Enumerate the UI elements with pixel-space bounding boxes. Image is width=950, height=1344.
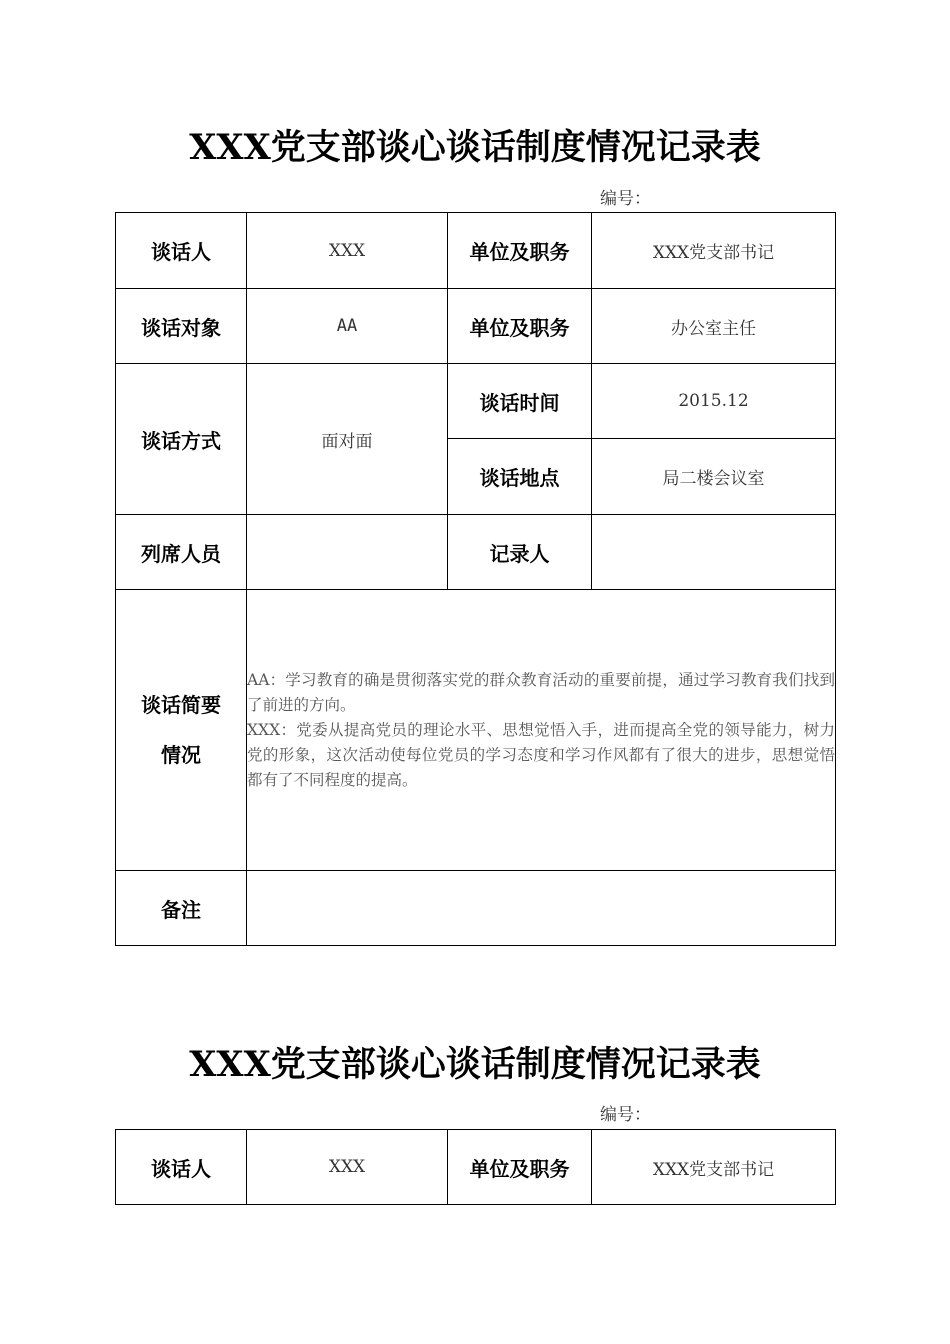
- summary-value: [247, 590, 836, 871]
- summary-label: [116, 590, 247, 871]
- target-unit-label: 单位及职务: [448, 289, 592, 364]
- table-row: [116, 1130, 836, 1205]
- talker-unit-label: 单位及职务: [448, 1130, 592, 1205]
- serial-number-label: 编号：: [600, 1105, 651, 1125]
- record-table: [115, 212, 836, 946]
- talker-value: XXX: [247, 213, 448, 289]
- table-row: [116, 515, 836, 590]
- record-table: [115, 1129, 836, 1205]
- method-value: 面对面: [247, 364, 448, 515]
- talker-unit-value: XXX党支部书记: [592, 1130, 836, 1205]
- talker-label: 谈话人: [116, 213, 247, 289]
- method-label: 谈话方式: [116, 364, 247, 515]
- attendees-value: [247, 515, 448, 590]
- summary-paragraph: AA：学习教育的确是贯彻落实党的群众教育活动的重要前提，通过学习教育我们找到了前进的方向。: [247, 670, 835, 714]
- talker-label: 谈话人: [116, 1130, 247, 1205]
- form-title: XXX党支部谈心谈话制度情况记录表: [189, 127, 761, 168]
- summary-label-line1: 谈话简要: [141, 693, 221, 717]
- form-title: XXX党支部谈心谈话制度情况记录表: [189, 1044, 761, 1085]
- place-label: 谈话地点: [448, 439, 592, 515]
- table-row: [116, 213, 836, 289]
- target-value: AA: [247, 289, 448, 364]
- target-unit-value: 办公室主任: [592, 289, 836, 364]
- table-row: [116, 871, 836, 946]
- remarks-value: [247, 871, 836, 946]
- recorder-label: 记录人: [448, 515, 592, 590]
- time-value: 2015.12: [592, 364, 836, 439]
- table-row: [116, 590, 836, 871]
- target-label: 谈话对象: [116, 289, 247, 364]
- talker-unit-label: 单位及职务: [448, 213, 592, 289]
- time-label: 谈话时间: [448, 364, 592, 439]
- summary-paragraph: XXX：党委从提高党员的理论水平、思想觉悟入手，进而提高全党的领导能力，树力党的形象，这次活动使每位党员的学习态度和学习作风都有了很大的进步，思想觉悟都有了不同程度的提高。: [247, 720, 835, 789]
- place-value: 局二楼会议室: [592, 439, 836, 515]
- talker-value: XXX: [247, 1130, 448, 1205]
- serial-number-label: 编号：: [600, 189, 651, 209]
- remarks-label: 备注: [116, 871, 247, 946]
- attendees-label: 列席人员: [116, 515, 247, 590]
- talker-unit-value: XXX党支部书记: [592, 213, 836, 289]
- table-row: [116, 364, 836, 439]
- summary-label-line2: 情况: [161, 743, 201, 767]
- table-row: [116, 289, 836, 364]
- recorder-value: [592, 515, 836, 590]
